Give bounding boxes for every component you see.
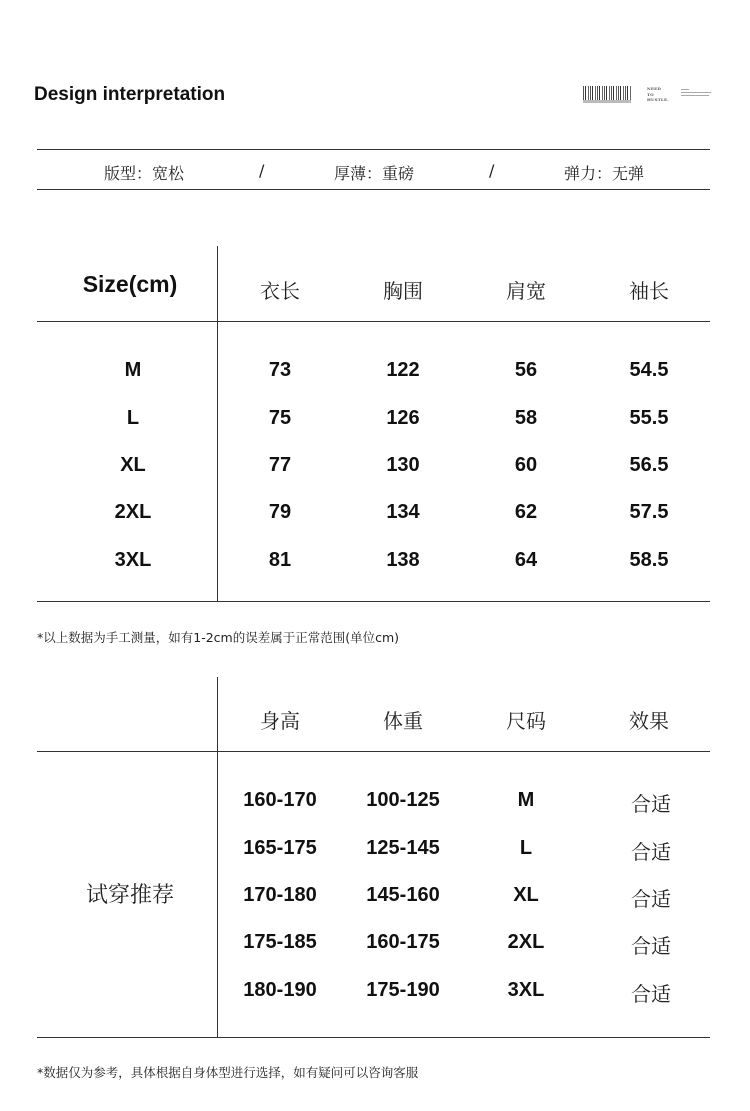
divider <box>37 189 710 190</box>
fit-cell: 合适 <box>631 982 671 1006</box>
column-header: 肩宽 <box>506 279 546 303</box>
shoulder-cell: 56 <box>514 359 538 381</box>
chest-cell: 138 <box>386 549 420 571</box>
chest-cell: 130 <box>386 454 420 476</box>
attr-separator: / <box>259 161 265 180</box>
sleeve-cell: 56.5 <box>629 454 669 476</box>
length-cell: 79 <box>268 501 292 523</box>
weight-cell: 175-190 <box>366 979 440 1001</box>
size-cell: 3XL <box>507 979 545 1001</box>
size-cell: XL <box>513 884 539 906</box>
column-header: 身高 <box>260 709 300 733</box>
attr-elasticity: 弹力：无弹 <box>564 164 645 183</box>
tag-words: NEED TO HUSTLE. <box>647 86 669 102</box>
column-header: Size(cm) <box>82 271 178 297</box>
barcode-icon <box>583 86 631 100</box>
column-header: 效果 <box>629 709 669 733</box>
weight-cell: 145-160 <box>366 884 440 906</box>
column-divider <box>217 677 218 1037</box>
chest-cell: 134 <box>386 501 420 523</box>
recommendation-label: 试穿推荐 <box>85 883 175 908</box>
attr-separator: / <box>489 161 495 180</box>
height-cell: 170-180 <box>243 884 317 906</box>
barcode-label <box>583 86 713 106</box>
shoulder-cell: 62 <box>514 501 538 523</box>
column-header: 衣长 <box>260 279 300 303</box>
length-cell: 81 <box>268 549 292 571</box>
sleeve-cell: 54.5 <box>629 359 669 381</box>
tag-fine-print <box>681 89 711 98</box>
size-cell: 3XL <box>114 549 152 571</box>
page-title: Design interpretation <box>34 84 226 105</box>
table-bottom-border <box>37 601 710 602</box>
size-cell: L <box>519 837 533 859</box>
shoulder-cell: 64 <box>514 549 538 571</box>
measurement-note: *以上数据为手工测量，如有1-2cm的误差属于正常范围(单位cm) <box>37 630 400 645</box>
shoulder-cell: 58 <box>514 407 538 429</box>
length-cell: 77 <box>268 454 292 476</box>
header-divider <box>37 321 710 322</box>
size-cell: 2XL <box>114 501 152 523</box>
size-cell: M <box>124 359 142 381</box>
attr-fit: 版型：宽松 <box>104 164 185 183</box>
length-cell: 75 <box>268 407 292 429</box>
chest-cell: 126 <box>386 407 420 429</box>
fit-cell: 合适 <box>631 887 671 911</box>
chest-cell: 122 <box>386 359 420 381</box>
sleeve-cell: 58.5 <box>629 549 669 571</box>
column-divider <box>217 246 218 601</box>
fit-cell: 合适 <box>631 792 671 816</box>
table-bottom-border <box>37 1037 710 1038</box>
height-cell: 160-170 <box>243 789 317 811</box>
size-cell: XL <box>120 454 146 476</box>
shoulder-cell: 60 <box>514 454 538 476</box>
column-header: 胸围 <box>383 279 423 303</box>
fit-cell: 合适 <box>631 934 671 958</box>
size-cell: L <box>126 407 140 429</box>
column-header: 尺码 <box>506 709 546 733</box>
column-header: 袖长 <box>629 279 669 303</box>
reference-note: *数据仅为参考，具体根据自身体型进行选择，如有疑问可以咨询客服 <box>37 1065 419 1080</box>
height-cell: 165-175 <box>243 837 317 859</box>
weight-cell: 100-125 <box>366 789 440 811</box>
divider <box>37 149 710 150</box>
header-divider <box>37 751 710 752</box>
fit-cell: 合适 <box>631 840 671 864</box>
attr-thickness: 厚薄：重磅 <box>334 164 415 183</box>
size-cell: M <box>517 789 535 811</box>
weight-cell: 125-145 <box>366 837 440 859</box>
height-cell: 175-185 <box>243 931 317 953</box>
sleeve-cell: 55.5 <box>629 407 669 429</box>
weight-cell: 160-175 <box>366 931 440 953</box>
length-cell: 73 <box>268 359 292 381</box>
size-cell: 2XL <box>507 931 545 953</box>
column-header: 体重 <box>383 709 423 733</box>
height-cell: 180-190 <box>243 979 317 1001</box>
sleeve-cell: 57.5 <box>629 501 669 523</box>
